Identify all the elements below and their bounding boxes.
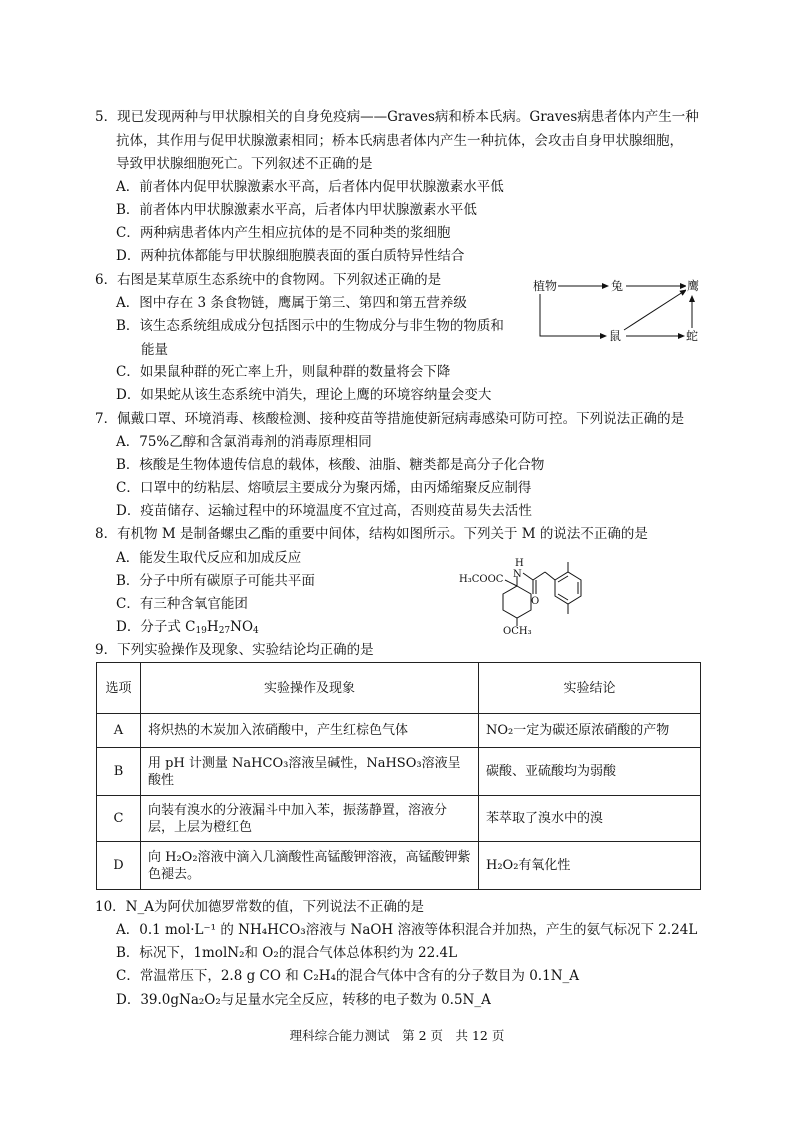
q10-option-b: B．标况下，1molN₂和 O₂的混合气体总体积约为 22.4L (116, 945, 458, 961)
mol-label-o: O (531, 596, 540, 607)
q5-option-a: A．前者体内促甲状腺激素水平高，后者体内促甲状腺激素水平低 (116, 179, 504, 195)
q8-option-d: D．分子式 $C_{19}H_{27}NO_4$ (116, 619, 259, 636)
q5-stem-line3: 导致甲状腺细胞死亡。下列叙述不正确的是 (116, 156, 373, 172)
q5-stem-line2: 抗体，其作用与促甲状腺激素相同；桥本氏病患者体内产生一种抗体，会攻击自身甲状腺细胞， (116, 133, 683, 149)
q8-stem: 8．有机物 M 是制备螺虫乙酯的重要中间体，结构如图所示。下列关于 M 的说法不正确的是 (95, 526, 648, 542)
molecule-structure (455, 558, 585, 640)
q8-option-c: C．有三种含氧官能团 (116, 596, 248, 612)
q5-stem-line1: 5．现已发现两种与甲状腺相关的自身免疫病——Graves病和桥本氏病。Graves病患者体内产生一种 (95, 109, 699, 125)
header-option: 选项 (97, 663, 141, 714)
q9-stem: 9．下列实验操作及现象、实验结论均正确的是 (95, 642, 374, 658)
q5-option-c: C．两种病患者体内产生相应抗体的是不同种类的浆细胞 (116, 225, 451, 241)
q10-stem: 10．N_A为阿伏加德罗常数的值，下列说法不正确的是 (95, 899, 424, 915)
q6-option-c: C．如果鼠种群的死亡率上升，则鼠种群的数量将会下降 (116, 364, 451, 380)
q6-option-b-line1: B．该生态系统组成成分包括图示中的生物成分与非生物的物质和 (116, 318, 504, 334)
q7-stem: 7．佩戴口罩、环境消毒、核酸检测、接种疫苗等措施使新冠病毒感染可防可控。下列说法正确的是 (95, 411, 685, 427)
q10-option-a: A．0.1 mol·L⁻¹ 的 NH₄HCO₃溶液与 NaOH 溶液等体积混合并加热，产生的氨气标况下 2.24L (116, 922, 698, 938)
row-conclusion: H₂O₂有氧化性 (479, 842, 701, 890)
row-option: A (97, 714, 141, 748)
q7-option-c: C．口罩中的纺粘层、熔喷层主要成分为聚丙烯，由丙烯缩聚反应制得 (116, 480, 532, 496)
row-option: B (97, 748, 141, 796)
q10-option-d: D．39.0gNa₂O₂与足量水完全反应，转移的电子数为 0.5N_A (116, 992, 491, 1008)
q6-stem: 6．右图是某草原生态系统中的食物网。下列叙述正确的是 (95, 272, 442, 288)
page-footer: 理科综合能力测试 第 2 页 共 12 页 (289, 1028, 505, 1043)
q7-option-d: D．疫苗储存、运输过程中的环境温度不宜过高，否则疫苗易失去活性 (116, 503, 532, 519)
table-row (97, 842, 701, 890)
mol-label-ester: H₃COOC (459, 574, 504, 585)
row-option: D (97, 842, 141, 890)
node-snake: 蛇 (686, 329, 699, 343)
q5-option-b: B．前者体内甲状腺激素水平高，后者体内甲状腺激素水平低 (116, 202, 477, 218)
q6-option-b-line2: 能量 (141, 342, 168, 358)
row-operation: 向 H₂O₂溶液中滴入几滴酸性高锰酸钾溶液，高锰酸钾紫色褪去。 (141, 842, 479, 890)
table-header-row (97, 663, 701, 714)
header-operation: 实验操作及现象 (141, 663, 479, 714)
q10-option-c: C．常温常压下，2.8 g CO 和 C₂H₄的混合气体中含有的分子数目为 0.1N_A (116, 968, 580, 984)
q7-option-a: A．75%乙醇和含氯消毒剂的消毒原理相同 (116, 434, 372, 450)
row-operation: 向装有溴水的分液漏斗中加入苯，振荡静置，溶液分层，上层为橙红色 (141, 796, 479, 842)
row-option: C (97, 796, 141, 842)
node-plant: 植物 (533, 279, 558, 293)
q8-option-b: B．分子中所有碳原子可能共平面 (116, 573, 315, 589)
table-row (97, 796, 701, 842)
node-rabbit: 兔 (611, 279, 624, 293)
mol-label-h: H (515, 558, 524, 569)
node-mouse: 鼠 (609, 329, 622, 343)
row-operation: 将炽热的木炭加入浓硝酸中，产生红棕色气体 (141, 714, 479, 748)
experiment-table (96, 662, 701, 890)
node-eagle: 鹰 (687, 279, 700, 293)
q6-option-d: D．如果蛇从该生态系统中消失，理论上鹰的环境容纳量会变大 (116, 387, 492, 403)
table-row (97, 748, 701, 796)
header-conclusion: 实验结论 (479, 663, 701, 714)
row-conclusion: 苯萃取了溴水中的溴 (479, 796, 701, 842)
q6-option-a: A．图中存在 3 条食物链，鹰属于第三、第四和第五营养级 (116, 295, 467, 311)
row-operation: 用 pH 计测量 NaHCO₃溶液呈碱性，NaHSO₃溶液呈酸性 (141, 748, 479, 796)
q5-option-d: D．两种抗体都能与甲状腺细胞膜表面的蛋白质特异性结合 (116, 248, 465, 264)
q8-option-a: A．能发生取代反应和加成反应 (116, 550, 302, 566)
table-row (97, 714, 701, 748)
row-conclusion: NO₂一定为碳还原浓硝酸的产物 (479, 714, 701, 748)
food-web-diagram (528, 276, 708, 346)
mol-label-methoxy: OCH₃ (503, 626, 532, 637)
q7-option-b: B．核酸是生物体遗传信息的载体，核酸、油脂、糖类都是高分子化合物 (116, 457, 545, 473)
row-conclusion: 碳酸、亚硫酸均为弱酸 (479, 748, 701, 796)
mol-label-n: N (513, 569, 522, 580)
